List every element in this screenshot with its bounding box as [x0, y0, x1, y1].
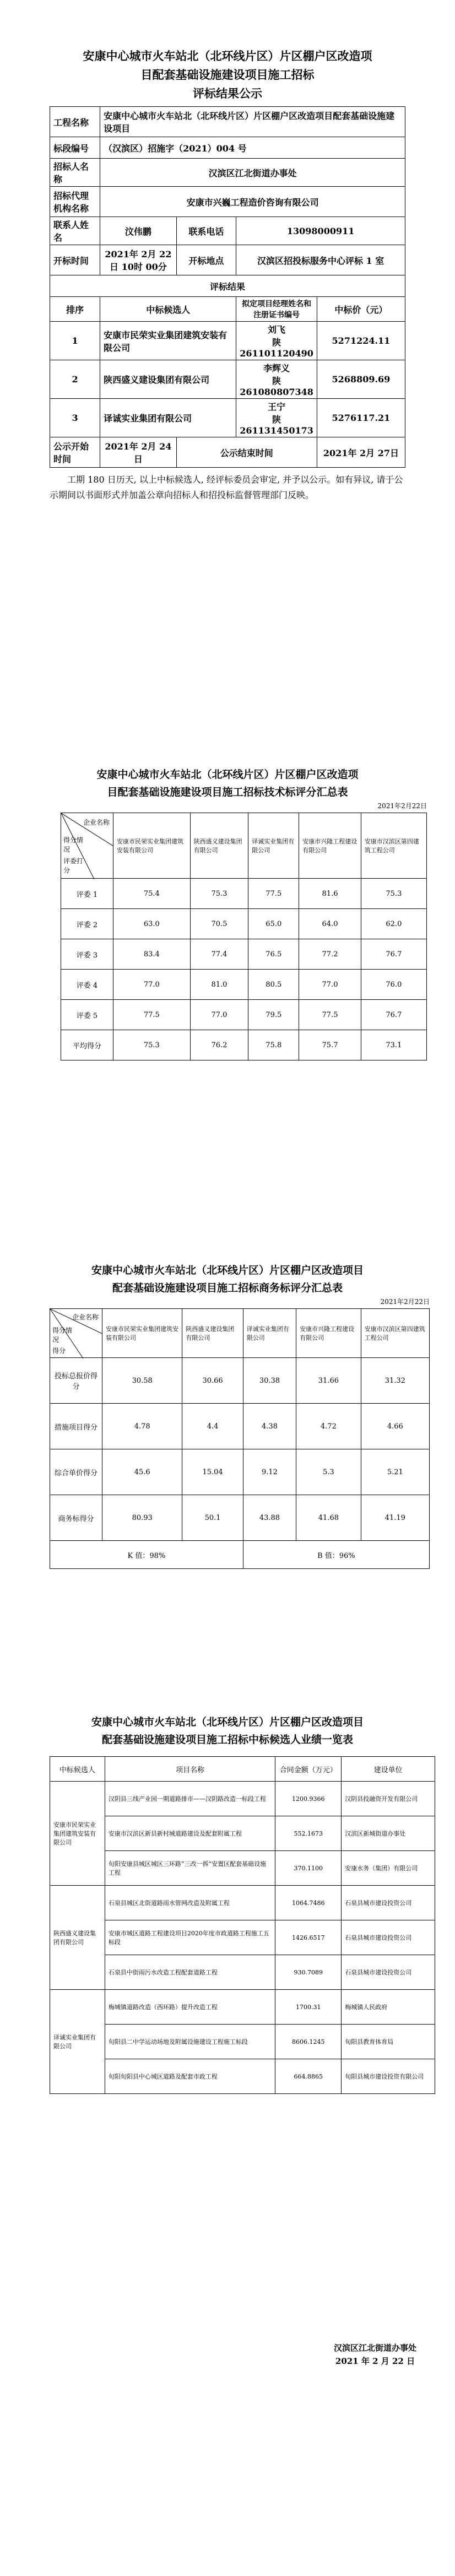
sec1-title-line2: 目配套基础设施建设项目施工招标: [140, 68, 315, 82]
table-row: [50, 1541, 430, 1569]
label-pub-start: 公示开始时间: [50, 437, 100, 468]
table-row: [50, 1851, 435, 1886]
score-cell: 15.04: [182, 1449, 243, 1495]
score-cell: 4.38: [243, 1404, 296, 1449]
score-cell: 31.66: [296, 1358, 361, 1404]
company-header: 安康市民荣实业集团建筑安装有限公司: [113, 813, 191, 879]
row-label: 投标总报价得分: [50, 1358, 102, 1404]
amount-cell: 552.1673: [275, 1816, 342, 1851]
label-open-time: 开标时间: [50, 245, 100, 275]
table-row: [50, 137, 405, 159]
row-label: 平均得分: [61, 1030, 113, 1060]
score-cell: 63.0: [113, 909, 191, 939]
owner-cell: 旬阳县教育体育局: [342, 2025, 435, 2059]
score-cell: 75.4: [113, 879, 191, 909]
table-row: [61, 879, 427, 909]
score-cell: 76.7: [361, 939, 426, 970]
performance-body: [50, 1782, 435, 2094]
corner-bot: 得分: [52, 1347, 66, 1355]
score-cell: 4.4: [182, 1404, 243, 1449]
row-label: 措施项目得分: [50, 1404, 102, 1449]
project-cell: 石泉县中街雨污水改造工程配套道路工程: [105, 1955, 275, 1990]
performance-table: [50, 1756, 435, 2094]
score-cell: 45.6: [102, 1449, 182, 1495]
value-open-place: 汉滨区招投标服务中心评标 1 室: [236, 245, 405, 275]
amount-cell: 1700.31: [275, 1990, 342, 2025]
score-cell: 75.3: [113, 1030, 191, 1060]
table-row: [50, 1816, 435, 1851]
commercial-score-section: [0, 1262, 455, 1569]
col-price: 中标价（元）: [317, 297, 405, 322]
performance-section: [0, 1713, 455, 2366]
company-header: 陕西盛义建设集团有限公司: [182, 1309, 243, 1358]
pm-cert: 陕 261101120490: [240, 337, 313, 359]
owner-cell: 石泉县城市建设投资公司: [342, 1955, 435, 1990]
candidate-cell: 安康市民荣实业集团建筑安装有限公司: [50, 1782, 105, 1886]
project-cell: 梅城镇道路改造（西环路）提升改造工程: [105, 1990, 275, 2025]
score-cell: 75.3: [361, 879, 426, 909]
score-cell: 30.66: [182, 1358, 243, 1404]
table-row: [50, 399, 405, 437]
project-cell: 石泉县城区北街道路雨水管网改造及附属工程: [105, 1886, 275, 1920]
sec2-date: 2021年2月22日: [377, 802, 427, 810]
corner-mid: 得分情况: [52, 1327, 73, 1344]
col-amount: 合同金额（万元）: [275, 1757, 342, 1782]
sec4-title-line2: 配套基础设施建设项目施工招标中标候选人业绩一览表: [101, 1734, 353, 1746]
value-pub-end: 2021年 2月 27日: [317, 437, 405, 468]
pm-name: 刘飞: [268, 324, 286, 335]
score-cell: 77.0: [299, 970, 361, 1000]
corner-cell: [50, 1309, 102, 1358]
sec2-title-line1: 安康中心城市火车站北（北环线片区）片区棚户区改造项: [96, 769, 359, 781]
score-cell: 9.12: [243, 1449, 296, 1495]
owner-cell: 汉阴县投融资开发有限公司: [342, 1782, 435, 1816]
value-owner: 汉滨区江北街道办事处: [100, 159, 405, 187]
table-row: [61, 970, 427, 1000]
score-cell: 79.5: [248, 1000, 299, 1030]
sec4-title-line1: 安康中心城市火车站北（北环线片区）片区棚户区改造项目: [91, 1716, 364, 1728]
company-header: 安康市汉滨区第四建筑工程公司: [361, 813, 426, 879]
score-cell: 77.5: [299, 1000, 361, 1030]
corner-cell: [61, 813, 113, 879]
score-cell: 30.38: [243, 1358, 296, 1404]
bid-result-table: [50, 106, 405, 468]
row-label: 评委 1: [61, 879, 113, 909]
table-row: [50, 1990, 435, 2025]
score-cell: 41.19: [361, 1495, 429, 1541]
col-rank: 排序: [50, 297, 100, 322]
technical-score-table: [61, 813, 427, 1060]
table-row: [50, 1782, 435, 1816]
table-row: [50, 1358, 430, 1404]
value-bid-number: （汉滨区）招施字（2021）004 号: [100, 137, 405, 159]
k-value: K 值：98%: [50, 1541, 243, 1569]
table-row: [50, 1886, 435, 1920]
label-owner: 招标人名称: [50, 159, 100, 187]
col-candidate: 中标候选人: [50, 1757, 105, 1782]
sec3-title-line2: 配套基础设施建设项目施工招标商务标评分汇总表: [112, 1282, 343, 1294]
pm-cell: [236, 322, 317, 360]
pm-name: 王宁: [268, 402, 286, 412]
owner-cell: 石泉县城市建设投资公司: [342, 1886, 435, 1920]
score-cell: 76.2: [190, 1030, 248, 1060]
score-cell: 81.0: [190, 970, 248, 1000]
score-cell: 41.68: [296, 1495, 361, 1541]
label-bid-number: 标段编号: [50, 137, 100, 159]
rank-cell: 3: [50, 399, 100, 437]
score-cell: 31.32: [361, 1358, 429, 1404]
company-header: 译诚实业集团有限公司: [248, 813, 299, 879]
sec1-title-line3: 评标结果公示: [193, 86, 262, 100]
table-row: [50, 159, 405, 187]
table-header-row: [61, 813, 427, 879]
owner-cell: 旬阳县城市建设投资有限公司: [342, 2059, 435, 2094]
result-header: 评标结果: [50, 275, 405, 297]
owner-cell: 汉滨区新城街道办事处: [342, 1816, 435, 1851]
sec3-date: 2021年2月22日: [380, 1298, 430, 1306]
table-row: [50, 1920, 435, 1955]
score-cell: 75.7: [299, 1030, 361, 1060]
pm-cell: [236, 360, 317, 399]
pm-cert: 陕 261131450173: [240, 414, 313, 436]
score-cell: 4.66: [361, 1404, 429, 1449]
amount-cell: 664.8865: [275, 2059, 342, 2094]
row-label: 综合单价得分: [50, 1449, 102, 1495]
table-header-row: [50, 297, 405, 322]
table-row: [50, 217, 405, 245]
table-row: [61, 1000, 427, 1030]
pm-cert: 陕 261080807348: [240, 376, 313, 397]
candidate-cell: 陕西盛义建设集团有限公司: [100, 360, 236, 399]
sign-date: 2021 年 2 月 22 日: [335, 2356, 415, 2366]
value-pub-start: 2021年 2月 24日: [100, 437, 176, 468]
pm-name: 李辉义: [263, 363, 290, 374]
corner-top: 企业名称: [72, 1313, 99, 1321]
table-row: [50, 2025, 435, 2059]
score-cell: 4.78: [102, 1404, 182, 1449]
company-header: 译诚实业集团有限公司: [243, 1309, 296, 1358]
sec2-title-line2: 目配套基础设施建设项目施工招标技术标评分汇总表: [107, 786, 348, 798]
score-cell: 77.2: [299, 939, 361, 970]
amount-cell: 8606.1245: [275, 2025, 342, 2059]
score-cell: 77.0: [190, 1000, 248, 1030]
pm-cell: [236, 399, 317, 437]
signature-block: [334, 2341, 416, 2368]
row-label: 评委 4: [61, 970, 113, 1000]
candidate-cell: 安康市民荣实业集团建筑安装有限公司: [100, 322, 236, 360]
company-header: 安康市兴隆工程建设有限公司: [299, 813, 361, 879]
commercial-score-table: [50, 1308, 430, 1569]
table-row: [50, 1955, 435, 1990]
technical-score-section: [0, 766, 455, 1060]
score-cell: 5.3: [296, 1449, 361, 1495]
table-row: [61, 909, 427, 939]
score-cell: 50.1: [182, 1495, 243, 1541]
score-cell: 5.21: [361, 1449, 429, 1495]
row-label: 评委 2: [61, 909, 113, 939]
row-label: 评委 5: [61, 1000, 113, 1030]
score-cell: 73.1: [361, 1030, 426, 1060]
company-header: 安康市民荣实业集团建筑安装有限公司: [102, 1309, 182, 1358]
technical-score-body: [61, 879, 427, 1060]
table-row: [50, 322, 405, 360]
table-header-row: [50, 1309, 430, 1358]
table-row: [50, 187, 405, 217]
score-cell: 80.5: [248, 970, 299, 1000]
amount-cell: 930.7089: [275, 1955, 342, 1990]
score-cell: 76.5: [248, 939, 299, 970]
table-row: [50, 2059, 435, 2094]
col-candidate: 中标候选人: [100, 297, 236, 322]
score-cell: 83.4: [113, 939, 191, 970]
amount-cell: 1064.7486: [275, 1886, 342, 1920]
amount-cell: 1426.6517: [275, 1920, 342, 1955]
owner-cell: 安康水务（集团）有限公司: [342, 1851, 435, 1886]
score-cell: 62.0: [361, 909, 426, 939]
value-agent: 安康市兴巍工程造价咨询有限公司: [100, 187, 405, 217]
corner-bot: 评委打分: [63, 857, 84, 874]
score-cell: 75.8: [248, 1030, 299, 1060]
score-cell: 81.6: [299, 879, 361, 909]
score-cell: 77.5: [248, 879, 299, 909]
table-row: [61, 1030, 427, 1060]
sec1-title-line1: 安康中心城市火车站北（北环线片区）片区棚户区改造项: [83, 49, 372, 63]
amount-cell: 370.1100: [275, 1851, 342, 1886]
row-label: 评委 3: [61, 939, 113, 970]
company-header: 安康市兴隆工程建设有限公司: [296, 1309, 361, 1358]
col-project-manager: 拟定项目经理姓名和注册证书编号: [236, 297, 317, 322]
value-contact: 汶伟鹏: [100, 217, 176, 245]
company-header: 安康市汉滨区第四建筑工程公司: [361, 1309, 429, 1358]
label-contact: 联系人姓名: [50, 217, 100, 245]
owner-cell: 石泉县城市建设投资公司: [342, 1920, 435, 1955]
project-cell: 汉阴县三线产业园一期道路排市——汉阴路改造一标段工程: [105, 1782, 275, 1816]
row-label: 商务标得分: [50, 1495, 102, 1541]
table-row: [50, 360, 405, 399]
score-cell: 65.0: [248, 909, 299, 939]
score-cell: 77.4: [190, 939, 248, 970]
rank-cell: 2: [50, 360, 100, 399]
notice-paragraph: 工期 180 日历天, 以上中标候选人, 经评标委员会审定, 并予以公示。如有异议, 请于公示期间以书面形式并加盖公章向招标人和招投标监督管理部门反映。: [50, 474, 403, 500]
table-row: [50, 437, 405, 468]
score-cell: 64.0: [299, 909, 361, 939]
owner-cell: 梅城镇人民政府: [342, 1990, 435, 2025]
score-cell: 30.58: [102, 1358, 182, 1404]
project-cell: 旬阳安康县城区城区三环路”三改一拆”安置区配套基础设施工程: [105, 1851, 275, 1886]
table-row: [50, 1449, 430, 1495]
score-cell: 70.5: [190, 909, 248, 939]
label-phone: 联系电话: [176, 217, 236, 245]
price-cell: 5268809.69: [317, 360, 405, 399]
label-open-place: 开标地点: [176, 245, 236, 275]
score-cell: 80.93: [102, 1495, 182, 1541]
sign-org: 汉滨区江北街道办事处: [333, 2343, 416, 2353]
price-cell: 5276117.21: [317, 399, 405, 437]
corner-top: 企业名称: [83, 819, 110, 826]
col-project: 项目名称: [105, 1757, 275, 1782]
value-project: 安康中心城市火车站北（北环线片区）片区棚户区改造项目配套基础设施建设项目: [100, 107, 405, 137]
table-row: [50, 107, 405, 137]
project-cell: 旬阳旬阳县中心城区道路及配套市政工程: [105, 2059, 275, 2094]
score-cell: 43.88: [243, 1495, 296, 1541]
amount-cell: 1200.9366: [275, 1782, 342, 1816]
table-header-row: [50, 1757, 435, 1782]
project-cell: 安康市汉滨区新县新村城道路建设及配套附属工程: [105, 1816, 275, 1851]
table-row: [50, 245, 405, 275]
score-cell: 75.3: [190, 879, 248, 909]
table-row: [50, 1495, 430, 1541]
company-header: 陕西盛义建设集团有限公司: [190, 813, 248, 879]
score-cell: 4.72: [296, 1404, 361, 1449]
bid-result-section: [0, 47, 455, 503]
table-row: [50, 275, 405, 297]
score-cell: 76.0: [361, 970, 426, 1000]
score-cell: 77.0: [113, 970, 191, 1000]
table-row: [50, 1404, 430, 1449]
value-open-time: 2021年 2月 22日 10时 00分: [100, 245, 176, 275]
candidate-cell: 译诚实业集团有限公司: [100, 399, 236, 437]
commercial-score-body: [50, 1358, 430, 1541]
label-pub-end: 公示结束时间: [176, 437, 317, 468]
project-cell: 旬阳县二中学运动场地及附属设施建设工程施工标段: [105, 2025, 275, 2059]
corner-mid: 得分情况: [63, 836, 84, 853]
sec3-title-line1: 安康中心城市火车站北（北环线片区）片区棚户区改造项目: [91, 1264, 364, 1276]
label-project: 工程名称: [50, 107, 100, 137]
b-value: B 值：96%: [243, 1541, 429, 1569]
score-cell: 77.5: [113, 1000, 191, 1030]
candidate-cell: 译诚实业集团有限公司: [50, 1990, 105, 2094]
table-row: [61, 939, 427, 970]
label-agent: 招标代理机构名称: [50, 187, 100, 217]
col-owner: 建设单位: [342, 1757, 435, 1782]
value-phone: 13098000911: [236, 217, 405, 245]
project-cell: 安康市城区道路工程建设项目2020年度市政道路工程施工五标段: [105, 1920, 275, 1955]
price-cell: 5271224.11: [317, 322, 405, 360]
rank-cell: 1: [50, 322, 100, 360]
score-cell: 76.7: [361, 1000, 426, 1030]
candidate-cell: 陕西盛义建设集团有限公司: [50, 1886, 105, 1990]
